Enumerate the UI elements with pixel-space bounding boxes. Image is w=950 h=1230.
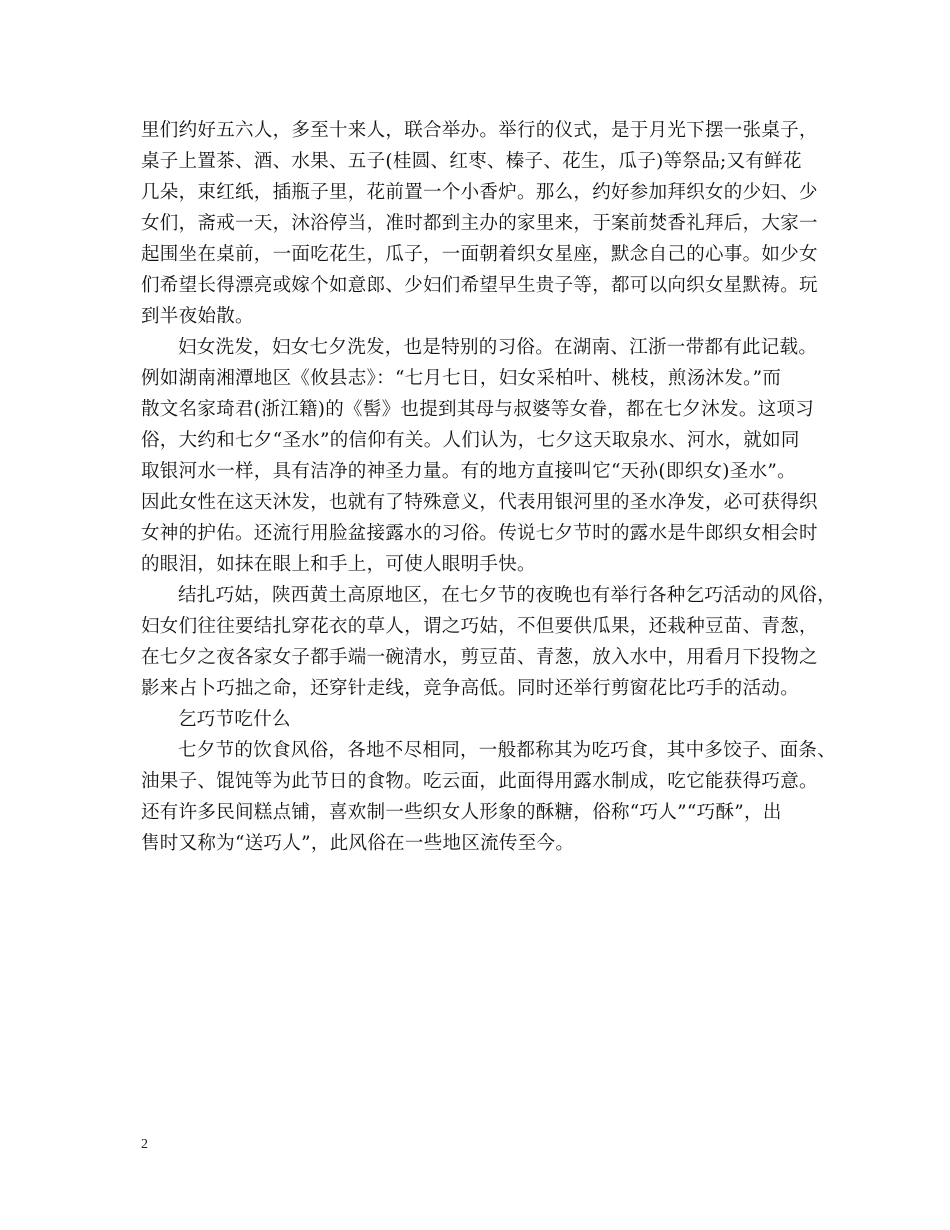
text-line: 到半夜始散。 — [141, 306, 254, 327]
text-line: 取银河水一样，具有洁净的神圣力量。有的地方直接叫它“天孙(即织女)圣水”。 — [141, 461, 796, 482]
text-line: 七夕节的饮食风俗，各地不尽相同，一般都称其为吃巧食，其中多饺子、面条、 — [178, 740, 837, 761]
page-number: 2 — [141, 1137, 148, 1152]
text-line: 桌子上置茶、酒、水果、五子(桂圆、红枣、榛子、花生，瓜子)等祭品;又有鲜花 — [141, 151, 802, 172]
text-line: 的眼泪，如抹在眼上和手上，可使人眼明手快。 — [141, 554, 536, 575]
text-line: 妇女洗发，妇女七夕洗发，也是特别的习俗。在湖南、江浙一带都有此记载。 — [178, 337, 818, 358]
section-heading: 乞巧节吃什么 — [178, 709, 291, 730]
text-line: 油果子、馄饨等为此节日的食物。吃云面，此面得用露水制成，吃它能获得巧意。 — [141, 771, 818, 792]
text-line: 妇女们往往要结扎穿花衣的草人，谓之巧姑，不但要供瓜果，还栽种豆苗、青葱， — [141, 616, 818, 637]
text-line: 里们约好五六人，多至十来人，联合举办。举行的仪式，是于月光下摆一张桌子， — [141, 120, 818, 141]
text-line: 售时又称为“送巧人”，此风俗在一些地区流传至今。 — [141, 833, 575, 854]
text-line: 们希望长得漂亮或嫁个如意郎、少妇们希望早生贵子等，都可以向织女星默祷。玩 — [141, 275, 818, 296]
text-line: 例如湖南湘潭地区《攸县志》：“七月七日，妇女采柏叶、桃枝，煎汤沐发。”而 — [141, 368, 782, 389]
text-line: 影来占卜巧拙之命，还穿针走线，竞争高低。同时还举行剪窗花比巧手的活动。 — [141, 678, 800, 699]
text-line: 结扎巧姑，陕西黄土高原地区，在七夕节的夜晚也有举行各种乞巧活动的风俗， — [178, 585, 837, 606]
text-line: 散文名家琦君(浙江籍)的《髻》也提到其母与叔婆等女眷，都在七夕沐发。这项习 — [141, 399, 815, 420]
text-line: 起围坐在桌前，一面吃花生，瓜子，一面朝着织女星座，默念自己的心事。如少女 — [141, 244, 818, 265]
body-text — [141, 115, 837, 859]
text-line: 在七夕之夜各家女子都手端一碗清水，剪豆苗、青葱，放入水中，用看月下投物之 — [141, 647, 818, 668]
text-line: 几朵，束红纸，插瓶子里，花前置一个小香炉。那么，约好参加拜织女的少妇、少 — [141, 182, 818, 203]
text-line: 因此女性在这天沐发，也就有了特殊意义，代表用银河里的圣水净发，必可获得织 — [141, 492, 818, 513]
text-line: 女们，斋戒一天，沐浴停当，准时都到主办的家里来，于案前焚香礼拜后，大家一 — [141, 213, 818, 234]
text-line: 还有许多民间糕点铺，喜欢制一些织女人形象的酥糖，俗称“巧人”“巧酥”，出 — [141, 802, 782, 823]
text-line: 女神的护佑。还流行用脸盆接露水的习俗。传说七夕节时的露水是牛郎织女相会时 — [141, 523, 818, 544]
text-line: 俗，大约和七夕“圣水”的信仰有关。人们认为，七夕这天取泉水、河水，就如同 — [141, 430, 800, 451]
